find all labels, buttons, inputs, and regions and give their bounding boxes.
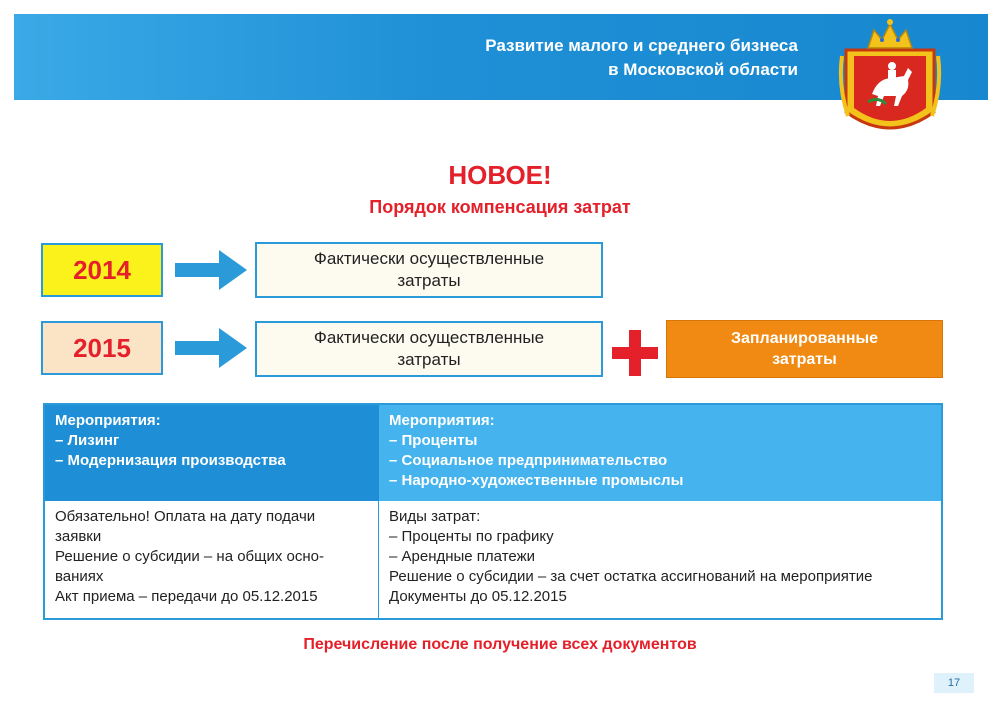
planned-costs-box <box>666 320 943 378</box>
table-header-right <box>379 405 941 501</box>
text-line: Мероприятия: <box>55 412 161 429</box>
arrow-right-icon <box>175 328 247 368</box>
text-line: Мероприятия: <box>389 412 495 429</box>
page-number: 17 <box>934 673 974 693</box>
cost-line-2: затраты <box>397 350 461 369</box>
table-body-right <box>379 501 941 618</box>
table-body-left <box>45 501 379 618</box>
bottom-note: Перечисление после получение всех документов <box>303 636 697 653</box>
text-line: – Проценты <box>389 432 478 449</box>
text-line: заявки <box>55 528 102 545</box>
cost-line-1: Фактически осуществленные <box>313 249 545 268</box>
planned-line-2: затраты <box>772 351 837 368</box>
table-header-left <box>45 405 379 501</box>
text-line: ваниях <box>55 568 104 585</box>
text-line: Виды затрат: <box>389 508 481 525</box>
text-line: Документы до 05.12.2015 <box>389 588 567 605</box>
text-line: – Модернизация производства <box>55 452 286 469</box>
plus-icon <box>612 330 658 376</box>
text-line: – Социальное предпринимательство <box>389 452 668 469</box>
text-line: – Арендные платежи <box>389 548 535 565</box>
header-title-line-1: Развитие малого и среднего бизнеса <box>485 36 798 55</box>
arrow-right-icon <box>175 250 247 290</box>
actual-costs-box-2015 <box>255 321 603 377</box>
text-line: Решение о субсидии – на общих осно- <box>55 548 324 565</box>
planned-line-1: Запланированные <box>730 330 879 347</box>
year-2015-box: 2015 <box>41 321 163 375</box>
moscow-oblast-coat-of-arms-icon <box>838 16 942 140</box>
cost-line-2: затраты <box>397 271 461 290</box>
actual-costs-box-2014 <box>255 242 603 298</box>
text-line: – Лизинг <box>55 432 120 449</box>
text-line: Акт приема – передачи до 05.12.2015 <box>55 588 318 605</box>
cost-line-1: Фактически осуществленные <box>313 328 545 347</box>
header-title-line-2: в Московской области <box>608 60 798 79</box>
measures-table <box>43 403 943 620</box>
header-title <box>485 34 798 82</box>
text-line: Решение о субсидии – за счет остатка ассигнований на мероприятие <box>389 568 873 585</box>
text-line: Обязательно! Оплата на дату подачи <box>55 508 316 525</box>
text-line: – Народно-художественные промыслы <box>389 472 684 489</box>
year-2014-box: 2014 <box>41 243 163 297</box>
subtitle: Порядок компенсация затрат <box>369 197 631 217</box>
text-line: – Проценты по графику <box>389 528 554 545</box>
new-title: НОВОЕ! <box>448 160 552 190</box>
